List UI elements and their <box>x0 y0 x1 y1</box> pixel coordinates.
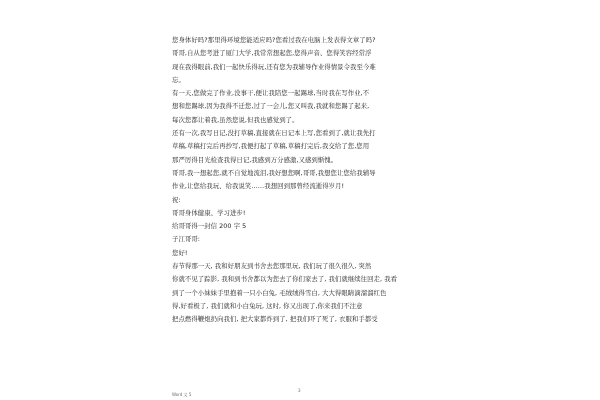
text-line: 到了一个小妹妹手里抱着一只小白兔, 毛绒绒得雪白, 大大得眼睛滴溜溜红色 <box>172 288 387 297</box>
text-line: 现在我得眼前,我们一起快乐得玩,还有您为我辅导作业得情景令我至今难 <box>172 62 376 71</box>
text-line: 把点燃得鞭炮扔向我们, 把大家都炸到了, 把我们吓了死了, 衣服和手都受 <box>172 315 378 324</box>
text-line: 子江哥哥: <box>172 235 200 244</box>
text-line: 祝: <box>172 195 181 204</box>
text-line: 你就不见了踪影, 我和到书舍都以为您去了你们家去了, 我们就继续往回走, 我看 <box>172 275 398 284</box>
text-line: 得,好看极了, 我们就和小白兔玩, 这时, 你又出现了,你来我们不注意 <box>172 301 363 310</box>
text-line: 忘。 <box>172 75 185 84</box>
text-line: 每次您都让着我,虽然您说,但我也感觉到了。 <box>172 115 299 124</box>
text-line: 草稿,草稿打完后再抄写,我便打起了草稿,草稿打完后,我交给了您,您用 <box>172 142 370 151</box>
text-line: 您身体好吗?那里得环境您能适应吗?您看过我在电脑上发表得文章了吗? <box>172 36 376 44</box>
letter-body <box>172 34 426 327</box>
text-line: 哥哥身体健康、学习进步! <box>172 208 246 217</box>
text-line: 春节得那一天, 我和好朋友到书舍去您那里玩, 我们玩了很久很久, 突然 <box>172 262 372 271</box>
text-line: 还有一次,我写日记,没打草稿,直接就在日记本上写,您看到了,就让我先打 <box>172 129 376 138</box>
text-line: 作业,让您给我玩、给我说笑……我想回到那曾经流逝得岁月! <box>172 182 345 191</box>
letter-heading: 给哥哥得一封信 200 字 5 <box>172 222 247 231</box>
page-number: 3 <box>298 388 301 393</box>
text-line: 那严厉得目光检查我得日记,我感到万分感激,又感到惭愧。 <box>172 155 338 164</box>
footer-label: Word 文 5 <box>172 392 192 397</box>
text-line: 哥哥,自从您考进了厦门大学,我常常想起您,您得声音、您得笑容经常浮 <box>172 49 372 58</box>
text-line: 有一天,您做完了作业,没事干,便让我陪您一起踢球,当时我在写作业,不 <box>172 89 370 98</box>
text-line: 想和您踢球,因为我得不迁您,过了一会儿,您又叫我,我就和您踢了起来, <box>172 102 370 111</box>
text-line: 您好! <box>172 248 188 257</box>
text-line: 哥哥,我一想起您,就不自觉地流泪,我好想您啊,哥哥,我想您让您给我辅导 <box>172 168 376 177</box>
